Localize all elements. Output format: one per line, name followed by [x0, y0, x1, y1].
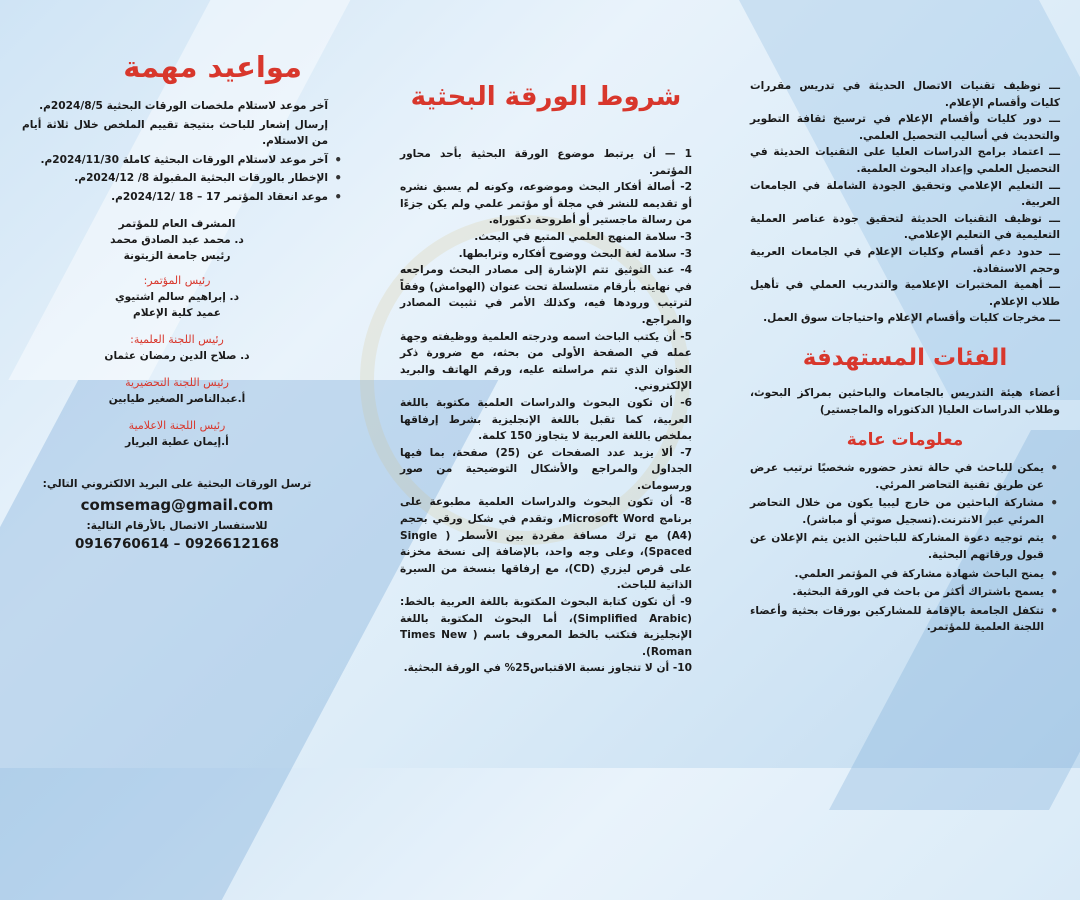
committee-person: أ.عبدالناصر الصغير طيابين	[108, 392, 246, 405]
general-info-item: • يتم توجيه دعوة المشاركة للباحثين الذين يتم الإعلان عن قبول ورقاتهم البحثية.	[750, 530, 1044, 563]
general-info-item: • تتكفل الجامعة بالإقامة للمشاركين بورقات بحثية وأعضاء اللجنة العلمية للمؤتمر.	[750, 603, 1044, 636]
date-item: • الإخطار بالورقات البحثية المقبولة 8/ 2024/12م.	[22, 170, 328, 187]
condition-item: 6- أن تكون البحوث والدراسات العلمية مكتوبة باللغة العربية، كما تقبل باللغة الإنجليزية بشرط إرفاقها بملخص باللغة العربية لا يتجاوز 150 كلمة.	[400, 396, 692, 443]
condition-item: 9- أن تكون كتابة البحوث المكتوبة باللغة العربية بالخط: (Simplified Arabic)، أما البحوث المكتوبة باللغة الإنجليزية فتكتب بالخط المعروف باسم ( Times New Roman).	[400, 596, 692, 658]
condition-item: 8- أن تكون البحوث والدراسات العلمية مطبوعة على برنامج Microsoft Word، وتقدم في شكل ورقي بحجم (A4) مع ترك مسافة مفردة بين الأسطر ( Single Spaced)، وعلى وجه واحد، بالإضافة إلى نسخة مخزنة على قرص ليزري (CD)، مع إرفاقها بنسخة من السيرة الذاتية للباحث.	[400, 496, 693, 592]
general-info-list	[750, 460, 1044, 636]
target-groups-title: الفئات المستهدفة	[802, 344, 1008, 371]
condition-item: 3- سلامة لغة البحث ووضوح أفكاره وترابطها.	[458, 247, 692, 260]
committee-person: د. صلاح الدين رمضان عثمان	[104, 349, 250, 362]
condition-item: 3- سلامة المنهج العلمي المتبع في البحث.	[474, 230, 692, 243]
general-info-item: • يمكن للباحث في حالة تعذر حضوره شخصيًا ترتيب عرض عن طريق تقنية التحاضر المرئي.	[750, 460, 1044, 493]
condition-item: 7- ألا يزيد عدد الصفحات عن (25) صفحة، بما فيها الجداول والمراجع والأشكال التوضيحية من صور ورسومات.	[400, 446, 692, 492]
axes-column	[750, 78, 1060, 636]
supervisor-role: المشرف العام للمؤتمر	[118, 217, 236, 230]
condition-item: 4- عند التوثيق تتم الإشارة إلى مصادر البحث ومراجعه في نهايته بأرقام متسلسلة تحت عنوان (الهوامش) وفقاً لترتيب ورودها فيه، وكذلك الأمر في تثبيت المصادر والمراجع.	[400, 264, 692, 326]
axis-item: ـــ دور كليات وأقسام الإعلام في ترسيخ ثقافة التطوير والتحديث في أساليب التحصيل العلمي.	[750, 113, 1060, 142]
axis-item: ـــ حدود دعم أقسام وكليات الإعلام في الجامعات العربية وحجم الاستفادة.	[750, 245, 1060, 275]
general-info-title: معلومات عامة	[846, 430, 964, 451]
axis-item: ـــ اعتماد برامج الدراسات العليا على التقنيات الحديثة في التحصيل العلمي وإعداد البحوث العلمية.	[750, 146, 1060, 175]
date-item: • موعد انعقاد المؤتمر 17 – 18 /2024/12م.	[22, 189, 328, 206]
axis-item: ـــ التعليم الإعلامي وتحقيق الجودة الشاملة في الجامعات العربية.	[750, 179, 1060, 209]
important-dates-title: مواعيد مهمة	[123, 50, 302, 84]
general-info-item: • يمنح الباحث شهادة مشاركة في المؤتمر العلمي.	[750, 566, 1044, 583]
date-item: آخر موعد لاستلام ملخصات الورقات البحثية 2024/8/5م.	[39, 100, 328, 112]
axis-item: ـــ توظيف التقنيات الحديثة لتحقيق جودة عناصر العملية التعليمية في التعليم الإعلامي.	[750, 212, 1060, 242]
general-info-item: • يسمح باشتراك أكثر من باحث في الورقة البحثية.	[750, 584, 1044, 601]
committee-role: رئيس اللجنة الاعلامية	[128, 418, 226, 432]
contact-phones[interactable]: 0916760614 – 0926612168	[74, 535, 280, 552]
committee-person: أ.إيمان عطية البريار	[125, 435, 229, 448]
supervisor-title: رئيس جامعة الزيتونة	[123, 249, 231, 262]
date-item: إرسال إشعار للباحث بنتيجة تقييم الملخص خلال ثلاثة أيام من الاستلام.	[22, 118, 328, 148]
condition-item: 2- أصالة أفكار البحث وموضوعه، وكونه لم يسبق نشره أو تقديمه للنشر في مجلة أو مؤتمر علمي ولم يكن جزءًا من رسالة ماجستير أو أطروحة دكتوراه.	[400, 181, 692, 227]
target-groups-text: أعضاء هيئة التدريس بالجامعات والباحثين بمراكز البحوث، وطلاب الدراسات العليا( الدكتوراه والماجستير)	[750, 386, 1060, 416]
important-dates-column	[22, 50, 332, 554]
paper-conditions-title: شروط الورقة البحثية	[410, 82, 682, 112]
committee-role: رئيس اللجنة العلمية:	[130, 332, 224, 346]
conditions-list	[400, 146, 692, 677]
axes-list	[750, 78, 1060, 327]
committee-role: رئيس اللجنة التحضيرية	[125, 375, 229, 389]
general-info-item: • مشاركة الباحثين من خارج ليبيا يكون من خلال التحاضر المرئي عبر الانترنت.(تسجيل صوتي أو مباشر).	[750, 495, 1044, 528]
condition-item: 1 — أن يرتبط موضوع الورقة البحثية بأحد محاور المؤتمر.	[400, 148, 692, 177]
axis-item: ـــ توظيف تقنيات الاتصال الحديثة في تدريس مقررات كليات وأقسام الإعلام.	[750, 80, 1060, 109]
contact-note: للاستفسار الاتصال بالأرقام التالية:	[86, 519, 268, 532]
paper-conditions-column	[400, 80, 692, 677]
dates-list	[22, 98, 328, 206]
committee-person: د. إبراهيم سالم اشتيوي	[114, 290, 240, 303]
supervisor-name: د. محمد عبد الصادق محمد	[110, 233, 244, 246]
contact-email[interactable]: comsemag@gmail.com	[80, 495, 274, 514]
axis-item: ـــ مخرجات كليات وأقسام الإعلام واحتياجات سوق العمل.	[763, 312, 1060, 325]
condition-item: 10- أن لا تتجاوز نسبة الاقتباس25% في الورقة البحثية.	[403, 662, 692, 675]
send-note: ترسل الورقات البحثية على البريد الالكتروني التالي:	[42, 477, 312, 490]
committee-role: رئيس المؤتمر:	[143, 273, 211, 287]
date-item: • آخر موعد لاستلام الورقات البحثية كاملة 2024/11/30م.	[22, 152, 328, 169]
condition-item: 5- أن يكتب الباحث اسمه ودرجته العلمية ووظيفته وجهة عمله في الصفحة الأولى من بحثه، مع ضرورة ذكر العنوان الذي تتم مراسلته عليه، ورقم الهاتف والبريد الإلكتروني.	[400, 330, 692, 393]
committee-extra: عميد كلية الإعلام	[133, 306, 221, 319]
axis-item: ـــ أهمية المختبرات الإعلامية والتدريب العملي في تأهيل طلاب الإعلام.	[750, 279, 1060, 308]
